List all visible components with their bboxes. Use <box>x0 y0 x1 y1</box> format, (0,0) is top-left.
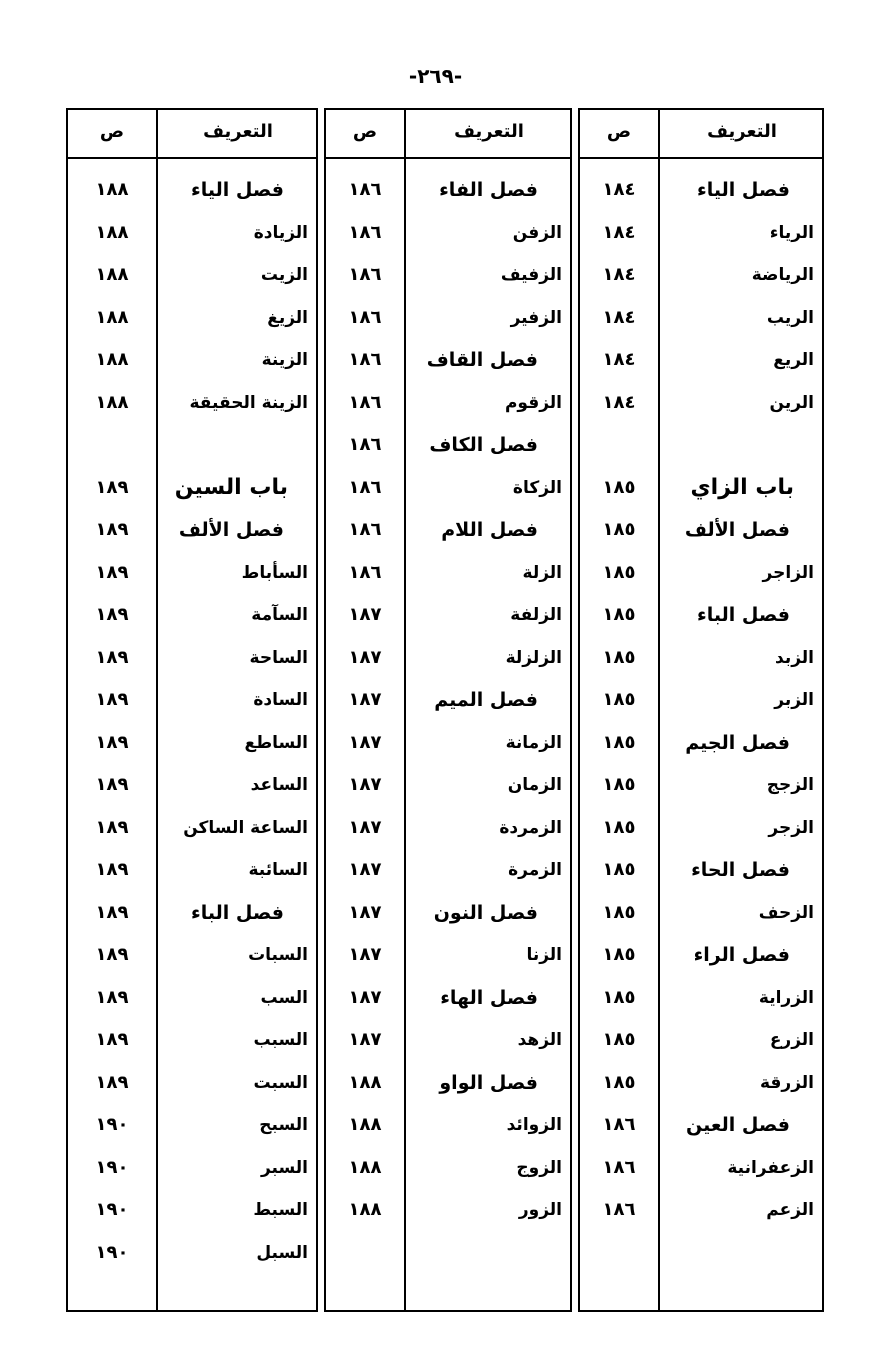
term-entry: الزبر <box>774 690 814 710</box>
page-ref: ١٩٠ <box>95 1156 129 1178</box>
section-heading: فصل الألف <box>178 519 284 541</box>
term-entry: الزلة <box>522 562 562 583</box>
header-page: ص <box>99 121 125 142</box>
section-heading: فصل الباء <box>697 604 790 626</box>
term-entry: الزقوم <box>504 392 562 413</box>
page-ref: ١٨٥ <box>602 646 636 668</box>
section-heading-row <box>580 934 822 977</box>
term-entry: الزيت <box>260 265 308 285</box>
page-ref: ١٨٥ <box>602 561 636 583</box>
table-row <box>68 594 316 637</box>
section-heading: فصل القاف <box>426 349 538 371</box>
section-heading-row <box>326 892 570 935</box>
section-heading: فصل الباء <box>191 901 284 924</box>
table-row <box>68 1104 316 1147</box>
page-ref: ١٨٦ <box>348 221 382 243</box>
section-heading-row <box>580 169 822 212</box>
table-row <box>68 297 316 340</box>
term-entry: الزفيف <box>500 265 562 285</box>
page-ref: ١٨٥ <box>602 944 636 965</box>
section-heading-row <box>580 467 822 510</box>
rows <box>580 169 822 1232</box>
page-ref: ١٨٧ <box>348 604 382 625</box>
section-heading: فصل اللام <box>441 519 538 541</box>
header-term: التعريف <box>454 121 524 142</box>
page-ref: ١٨٥ <box>602 519 636 540</box>
term-entry: الزهد <box>517 1030 562 1050</box>
term-entry: السبات <box>248 945 308 965</box>
term-entry: الزوائد <box>506 1115 562 1135</box>
header-term: التعريف <box>203 121 273 142</box>
table-header <box>580 110 822 159</box>
term-entry: السب <box>260 987 308 1008</box>
term-entry: الريب <box>766 307 814 328</box>
section-heading: باب السين <box>174 474 288 500</box>
page-ref: ١٨٨ <box>95 264 129 285</box>
section-heading-row <box>580 509 822 552</box>
rows <box>68 169 316 1274</box>
section-heading-row <box>326 424 570 467</box>
section-heading: فصل الياء <box>191 179 284 201</box>
table-row <box>68 977 316 1020</box>
page-ref: ١٨٧ <box>348 816 382 838</box>
term-entry: الزينة الحقيقة <box>189 392 308 413</box>
table-row <box>326 637 570 680</box>
section-heading: فصل الجيم <box>685 731 790 754</box>
table-row <box>68 1147 316 1190</box>
page-ref: ١٨٦ <box>602 1199 636 1220</box>
section-heading-row <box>580 722 822 765</box>
table-row <box>326 594 570 637</box>
table-row <box>68 424 316 467</box>
table-row <box>68 722 316 765</box>
term-entry: الزرع <box>769 1030 814 1050</box>
page-ref: ١٩٠ <box>95 1241 129 1263</box>
term-entry: الرين <box>769 392 814 413</box>
page-ref: ١٨٤ <box>602 221 636 243</box>
page-ref: ١٨٥ <box>602 816 636 838</box>
page-ref: ١٨٩ <box>95 1071 129 1093</box>
page-ref: ١٩٠ <box>95 1114 129 1135</box>
page-ref: ١٨٦ <box>348 306 382 328</box>
page-ref: ١٨٦ <box>348 561 382 583</box>
page-ref: ١٨٩ <box>95 986 129 1008</box>
table-row <box>68 849 316 892</box>
term-entry: الزنا <box>526 945 562 965</box>
page-ref: ١٨٥ <box>602 774 636 795</box>
table-row <box>580 637 822 680</box>
page-ref: ١٨٦ <box>348 391 382 413</box>
table-row <box>326 807 570 850</box>
table-row <box>580 297 822 340</box>
page-ref: ١٨٩ <box>95 604 129 625</box>
page-ref: ١٨٥ <box>602 476 636 498</box>
table-header <box>68 110 316 159</box>
page-ref: ١٨٦ <box>602 1114 636 1135</box>
page-ref: ١٨٩ <box>95 1029 129 1050</box>
term-entry: الريع <box>773 350 814 370</box>
table-header <box>326 110 570 159</box>
table-row <box>580 339 822 382</box>
section-heading: فصل الواو <box>439 1071 538 1094</box>
section-heading: فصل الراء <box>693 944 790 966</box>
index-table-left <box>66 108 318 1312</box>
page-ref: ١٨٤ <box>602 391 636 413</box>
page-ref: ١٨٦ <box>602 1156 636 1178</box>
page-ref: ١٨٩ <box>95 859 129 880</box>
page-ref: ١٨٥ <box>602 731 636 753</box>
page-ref: ١٨٧ <box>348 986 382 1008</box>
term-entry: السائبة <box>248 860 308 880</box>
section-heading-row <box>326 1062 570 1105</box>
page-ref: ١٨٥ <box>602 986 636 1008</box>
page-ref: ١٨٥ <box>602 901 636 923</box>
table-row <box>68 212 316 255</box>
page-ref: ١٨٩ <box>95 774 129 795</box>
page-ref: ١٨٥ <box>602 1071 636 1093</box>
page-ref: ١٨٧ <box>348 731 382 753</box>
term-entry: الزفير <box>510 307 562 328</box>
term-entry: السبت <box>253 1072 308 1093</box>
section-heading-row <box>326 977 570 1020</box>
page-ref: ١٨٧ <box>348 859 382 880</box>
term-entry: الرياضة <box>751 265 814 285</box>
term-entry: الزفن <box>512 222 562 243</box>
rows <box>326 169 570 1232</box>
page-ref: ١٨٩ <box>95 561 129 583</box>
table-row <box>68 254 316 297</box>
table-row <box>326 1189 570 1232</box>
page-ref: ١٨٨ <box>95 391 129 413</box>
page-ref: ١٨٩ <box>95 476 129 498</box>
section-heading: فصل الحاء <box>691 859 790 881</box>
term-entry: الساعد <box>250 775 308 795</box>
section-heading: فصل العين <box>686 1114 790 1136</box>
term-entry: السآمة <box>251 605 308 625</box>
section-heading-row <box>580 849 822 892</box>
table-row <box>580 552 822 595</box>
term-entry: الزلفة <box>510 605 562 625</box>
table-row <box>580 807 822 850</box>
term-entry: الزجر <box>768 817 814 838</box>
page-ref: ١٨٧ <box>348 1029 382 1050</box>
page-ref: ١٨٦ <box>348 349 382 370</box>
term-entry: الزبد <box>775 647 814 668</box>
table-row <box>68 1232 316 1275</box>
header-term: التعريف <box>707 121 777 142</box>
section-heading: فصل الفاء <box>439 179 538 201</box>
page-ref: ١٨٦ <box>348 434 382 455</box>
page-ref: ١٨٥ <box>602 1029 636 1050</box>
section-heading-row <box>68 509 316 552</box>
table-row <box>580 212 822 255</box>
section-heading-row <box>580 594 822 637</box>
page-ref: ١٨٦ <box>348 264 382 285</box>
section-heading-row <box>68 169 316 212</box>
term-entry: السادة <box>253 690 308 710</box>
page-ref: ١٨٨ <box>95 306 129 328</box>
table-row <box>580 382 822 425</box>
page-ref: ١٩٠ <box>95 1199 129 1220</box>
section-heading-row <box>326 509 570 552</box>
page-ref: ١٨٤ <box>602 179 636 200</box>
section-heading-row <box>580 1104 822 1147</box>
term-entry: الزيادة <box>253 222 308 243</box>
table-row <box>580 977 822 1020</box>
page-ref: ١٨٩ <box>95 816 129 838</box>
page-ref: ١٨٩ <box>95 689 129 710</box>
table-row <box>326 1147 570 1190</box>
section-heading-row <box>68 892 316 935</box>
section-heading: فصل الميم <box>434 689 538 711</box>
term-entry: السبر <box>260 1157 308 1178</box>
term-entry: الزمان <box>507 775 562 795</box>
page-ref: ١٨٧ <box>348 689 382 710</box>
section-heading-row <box>68 467 316 510</box>
table-row <box>68 807 316 850</box>
table-row <box>68 1189 316 1232</box>
page-ref: ١٨٨ <box>95 349 129 370</box>
header-page: ص <box>606 121 632 142</box>
page-ref: ١٨٧ <box>348 774 382 795</box>
page-ref: ١٨٩ <box>95 519 129 540</box>
term-entry: السبح <box>259 1115 308 1135</box>
table-row <box>68 764 316 807</box>
table-row <box>68 552 316 595</box>
page-ref: ١٨٤ <box>602 306 636 328</box>
page-ref: ١٨٥ <box>602 604 636 625</box>
page-ref: ١٨٦ <box>348 519 382 540</box>
page-ref: ١٨٩ <box>95 646 129 668</box>
index-table-right <box>578 108 824 1312</box>
term-entry: السبط <box>253 1200 308 1220</box>
table-row <box>68 382 316 425</box>
page-ref: ١٨٦ <box>348 476 382 498</box>
page-ref: ١٨٨ <box>348 1114 382 1135</box>
page-ref: ١٨٨ <box>348 1071 382 1093</box>
term-entry: الرياء <box>769 222 814 243</box>
table-row <box>580 764 822 807</box>
section-heading-row <box>326 339 570 382</box>
table-row <box>580 1062 822 1105</box>
term-entry: الزيغ <box>267 307 308 328</box>
section-heading: فصل الكاف <box>429 434 538 456</box>
table-row <box>580 424 822 467</box>
table-row <box>326 1104 570 1147</box>
term-entry: الزعفرانية <box>727 1157 814 1178</box>
table-row <box>580 1189 822 1232</box>
term-entry: الزمانة <box>505 732 562 753</box>
table-row <box>326 382 570 425</box>
table-row <box>580 1019 822 1062</box>
page-ref: ١٨٨ <box>348 1156 382 1178</box>
page-ref: ١٨٨ <box>95 179 129 200</box>
table-row <box>68 1019 316 1062</box>
section-heading: فصل الياء <box>697 179 790 201</box>
term-entry: الساعة الساكن <box>183 817 308 838</box>
table-row <box>326 849 570 892</box>
term-entry: الزجج <box>766 775 814 795</box>
table-row <box>326 212 570 255</box>
term-entry: السبب <box>253 1030 308 1050</box>
table-row <box>326 467 570 510</box>
table-row <box>326 552 570 595</box>
section-heading: فصل النون <box>433 901 538 924</box>
term-entry: الزعم <box>766 1200 814 1220</box>
section-heading: فصل الهاء <box>440 986 538 1009</box>
page-ref: ١٨٧ <box>348 646 382 668</box>
term-entry: الزراية <box>758 987 814 1008</box>
table-row <box>580 254 822 297</box>
table-row <box>68 1062 316 1105</box>
term-entry: الزمرة <box>508 860 562 880</box>
table-row <box>326 722 570 765</box>
table-row <box>68 679 316 722</box>
page-ref: ١٨٥ <box>602 689 636 710</box>
page-ref: ١٨٩ <box>95 731 129 753</box>
term-entry: الزاجر <box>762 562 814 583</box>
table-row <box>326 1019 570 1062</box>
term-entry: الزكاة <box>512 477 562 498</box>
table-row <box>326 297 570 340</box>
table-row <box>326 254 570 297</box>
page-ref: ١٨٧ <box>348 901 382 923</box>
page-ref: ١٨٩ <box>95 944 129 965</box>
term-entry: الساطع <box>244 732 308 753</box>
table-row <box>580 892 822 935</box>
table-row <box>68 934 316 977</box>
table-row <box>326 764 570 807</box>
term-entry: السبل <box>256 1242 308 1263</box>
term-entry: الزرقة <box>759 1072 814 1093</box>
term-entry: السأباط <box>241 562 308 583</box>
term-entry: الزوج <box>516 1157 562 1178</box>
table-row <box>326 934 570 977</box>
term-entry: الساحة <box>249 647 308 668</box>
header-page: ص <box>352 121 378 142</box>
index-table-middle <box>324 108 572 1312</box>
term-entry: الزحف <box>758 902 814 923</box>
term-entry: الزمردة <box>499 817 562 838</box>
page-ref: ١٨٨ <box>95 221 129 243</box>
term-entry: الزور <box>518 1200 562 1220</box>
term-entry: الزلزلة <box>505 647 562 668</box>
table-row <box>68 339 316 382</box>
page-ref: ١٨٦ <box>348 179 382 200</box>
table-row <box>580 1147 822 1190</box>
page-ref: ١٨٤ <box>602 349 636 370</box>
section-heading-row <box>326 679 570 722</box>
table-row <box>580 679 822 722</box>
section-heading: باب الزاي <box>690 474 794 500</box>
page-ref: ١٨٩ <box>95 901 129 923</box>
table-row <box>68 637 316 680</box>
page-ref: ١٨٤ <box>602 264 636 285</box>
page-ref: ١٨٨ <box>348 1199 382 1220</box>
section-heading-row <box>326 169 570 212</box>
term-entry: الزينة <box>261 350 308 370</box>
page-ref: ١٨٥ <box>602 859 636 880</box>
page-ref: ١٨٧ <box>348 944 382 965</box>
page-number: -٢٦٩- <box>408 64 463 88</box>
section-heading: فصل الألف <box>684 519 790 541</box>
